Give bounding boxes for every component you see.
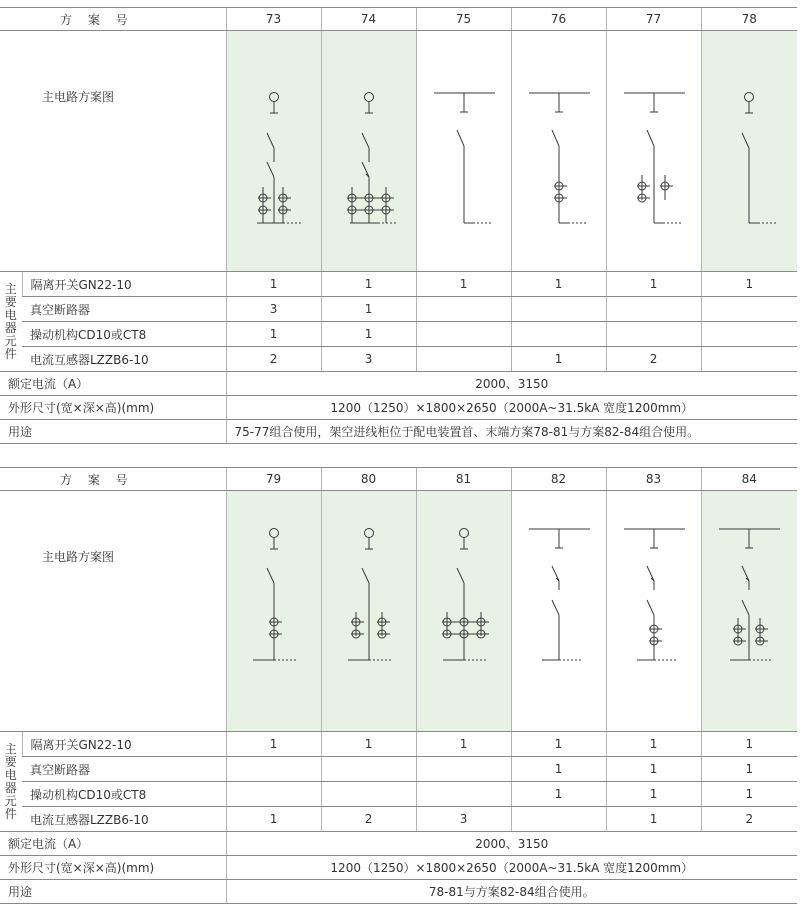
circuit-diagram-cell xyxy=(226,31,321,272)
component-count: 3 xyxy=(226,297,321,322)
component-count: 1 xyxy=(701,782,797,807)
circuit-diagram-cell xyxy=(701,31,797,272)
component-count: 1 xyxy=(511,347,606,372)
component-count: 1 xyxy=(701,757,797,782)
component-count: 2 xyxy=(701,807,797,832)
circuit-diagram-82 xyxy=(512,520,607,703)
component-count: 1 xyxy=(511,272,606,297)
component-group-label: 主要电器元件 xyxy=(0,272,22,372)
circuit-diagram-80 xyxy=(322,520,417,703)
scheme-number-header: 方 案 号 xyxy=(0,8,226,31)
scheme-table-2 xyxy=(0,467,797,904)
rated-current-label: 额定电流（A） xyxy=(0,372,226,396)
scheme-number: 78 xyxy=(701,8,797,31)
component-name-current-transformer: 电流互感器LZZB6-10 xyxy=(22,347,226,372)
circuit-diagram-cell xyxy=(606,491,701,732)
scheme-number: 74 xyxy=(321,8,416,31)
scheme-number: 81 xyxy=(416,468,511,491)
component-count xyxy=(701,322,797,347)
component-count xyxy=(416,297,511,322)
circuit-diagram-75 xyxy=(417,60,512,243)
component-count xyxy=(511,807,606,832)
circuit-diagram-79 xyxy=(227,520,322,703)
scheme-number: 75 xyxy=(416,8,511,31)
usage-label: 用途 xyxy=(0,880,226,904)
component-count xyxy=(701,347,797,372)
rated-current-value: 2000、3150 xyxy=(226,372,797,396)
component-count xyxy=(606,297,701,322)
component-count: 1 xyxy=(321,272,416,297)
component-count: 3 xyxy=(416,807,511,832)
dimensions-value: 1200（1250）×1800×2650（2000A~31.5kA 宽度1200mm） xyxy=(226,396,797,420)
component-count: 1 xyxy=(606,782,701,807)
component-count: 3 xyxy=(321,347,416,372)
circuit-diagram-cell xyxy=(416,31,511,272)
component-count xyxy=(416,347,511,372)
component-name-vacuum-breaker: 真空断路器 xyxy=(22,297,226,322)
component-count xyxy=(416,782,511,807)
circuit-diagram-74 xyxy=(322,60,417,243)
component-count: 1 xyxy=(606,732,701,757)
scheme-number: 77 xyxy=(606,8,701,31)
circuit-diagram-cell xyxy=(701,491,797,732)
circuit-diagram-78 xyxy=(702,60,798,243)
scheme-number: 73 xyxy=(226,8,321,31)
component-count: 1 xyxy=(321,732,416,757)
scheme-number: 84 xyxy=(701,468,797,491)
circuit-diagram-83 xyxy=(607,520,702,703)
scheme-table-1 xyxy=(0,7,797,444)
component-count xyxy=(321,782,416,807)
circuit-diagram-77 xyxy=(607,60,702,243)
component-name-isolator: 隔离开关GN22-10 xyxy=(22,272,226,297)
component-group-label: 主要电器元件 xyxy=(0,732,22,832)
scheme-number: 80 xyxy=(321,468,416,491)
component-count xyxy=(416,322,511,347)
dimensions-label: 外形尺寸(宽×深×高)(mm) xyxy=(0,396,226,420)
component-count: 1 xyxy=(511,732,606,757)
component-count: 1 xyxy=(511,757,606,782)
component-count: 1 xyxy=(606,807,701,832)
component-name-isolator: 隔离开关GN22-10 xyxy=(22,732,226,757)
usage-label: 用途 xyxy=(0,420,226,444)
rated-current-label: 额定电流（A） xyxy=(0,832,226,856)
component-count: 1 xyxy=(226,322,321,347)
component-count xyxy=(701,297,797,322)
component-count: 1 xyxy=(701,732,797,757)
component-name-mechanism: 操动机构CD10或CT8 xyxy=(22,782,226,807)
scheme-number: 76 xyxy=(511,8,606,31)
circuit-diagram-cell xyxy=(321,31,416,272)
dimensions-value: 1200（1250）×1800×2650（2000A~31.5kA 宽度1200mm） xyxy=(226,856,797,880)
component-name-current-transformer: 电流互感器LZZB6-10 xyxy=(22,807,226,832)
component-count: 1 xyxy=(511,782,606,807)
main-circuit-diagram-label: 主电路方案图 xyxy=(0,491,226,732)
component-count xyxy=(511,297,606,322)
component-count: 1 xyxy=(416,272,511,297)
usage-value: 75-77组合使用，架空进线柜位于配电装置首、末端方案78-81与方案82-84组合使用。 xyxy=(226,420,797,444)
circuit-diagram-cell xyxy=(321,491,416,732)
usage-value: 78-81与方案82-84组合使用。 xyxy=(226,880,797,904)
dimensions-label: 外形尺寸(宽×深×高)(mm) xyxy=(0,856,226,880)
component-count: 1 xyxy=(606,272,701,297)
scheme-number: 83 xyxy=(606,468,701,491)
component-count: 1 xyxy=(701,272,797,297)
component-count xyxy=(226,757,321,782)
circuit-diagram-cell xyxy=(606,31,701,272)
component-name-mechanism: 操动机构CD10或CT8 xyxy=(22,322,226,347)
component-count: 1 xyxy=(416,732,511,757)
component-count: 1 xyxy=(226,272,321,297)
component-count: 1 xyxy=(321,297,416,322)
component-count: 2 xyxy=(606,347,701,372)
circuit-diagram-76 xyxy=(512,60,607,243)
circuit-diagram-cell xyxy=(416,491,511,732)
main-circuit-diagram-label: 主电路方案图 xyxy=(0,31,226,272)
scheme-number: 82 xyxy=(511,468,606,491)
circuit-diagram-cell xyxy=(226,491,321,732)
circuit-diagram-81 xyxy=(417,520,512,703)
component-count: 2 xyxy=(226,347,321,372)
component-count xyxy=(416,757,511,782)
component-count: 1 xyxy=(226,732,321,757)
circuit-diagram-cell xyxy=(511,491,606,732)
circuit-diagram-cell xyxy=(511,31,606,272)
component-count: 2 xyxy=(321,807,416,832)
scheme-number: 79 xyxy=(226,468,321,491)
component-count xyxy=(321,757,416,782)
scheme-number-header: 方 案 号 xyxy=(0,468,226,491)
circuit-diagram-73 xyxy=(227,60,322,243)
component-name-vacuum-breaker: 真空断路器 xyxy=(22,757,226,782)
component-count xyxy=(226,782,321,807)
circuit-diagram-84 xyxy=(702,520,798,703)
component-count: 1 xyxy=(321,322,416,347)
component-count: 1 xyxy=(606,757,701,782)
rated-current-value: 2000、3150 xyxy=(226,832,797,856)
component-count xyxy=(606,322,701,347)
component-count: 1 xyxy=(226,807,321,832)
component-count xyxy=(511,322,606,347)
